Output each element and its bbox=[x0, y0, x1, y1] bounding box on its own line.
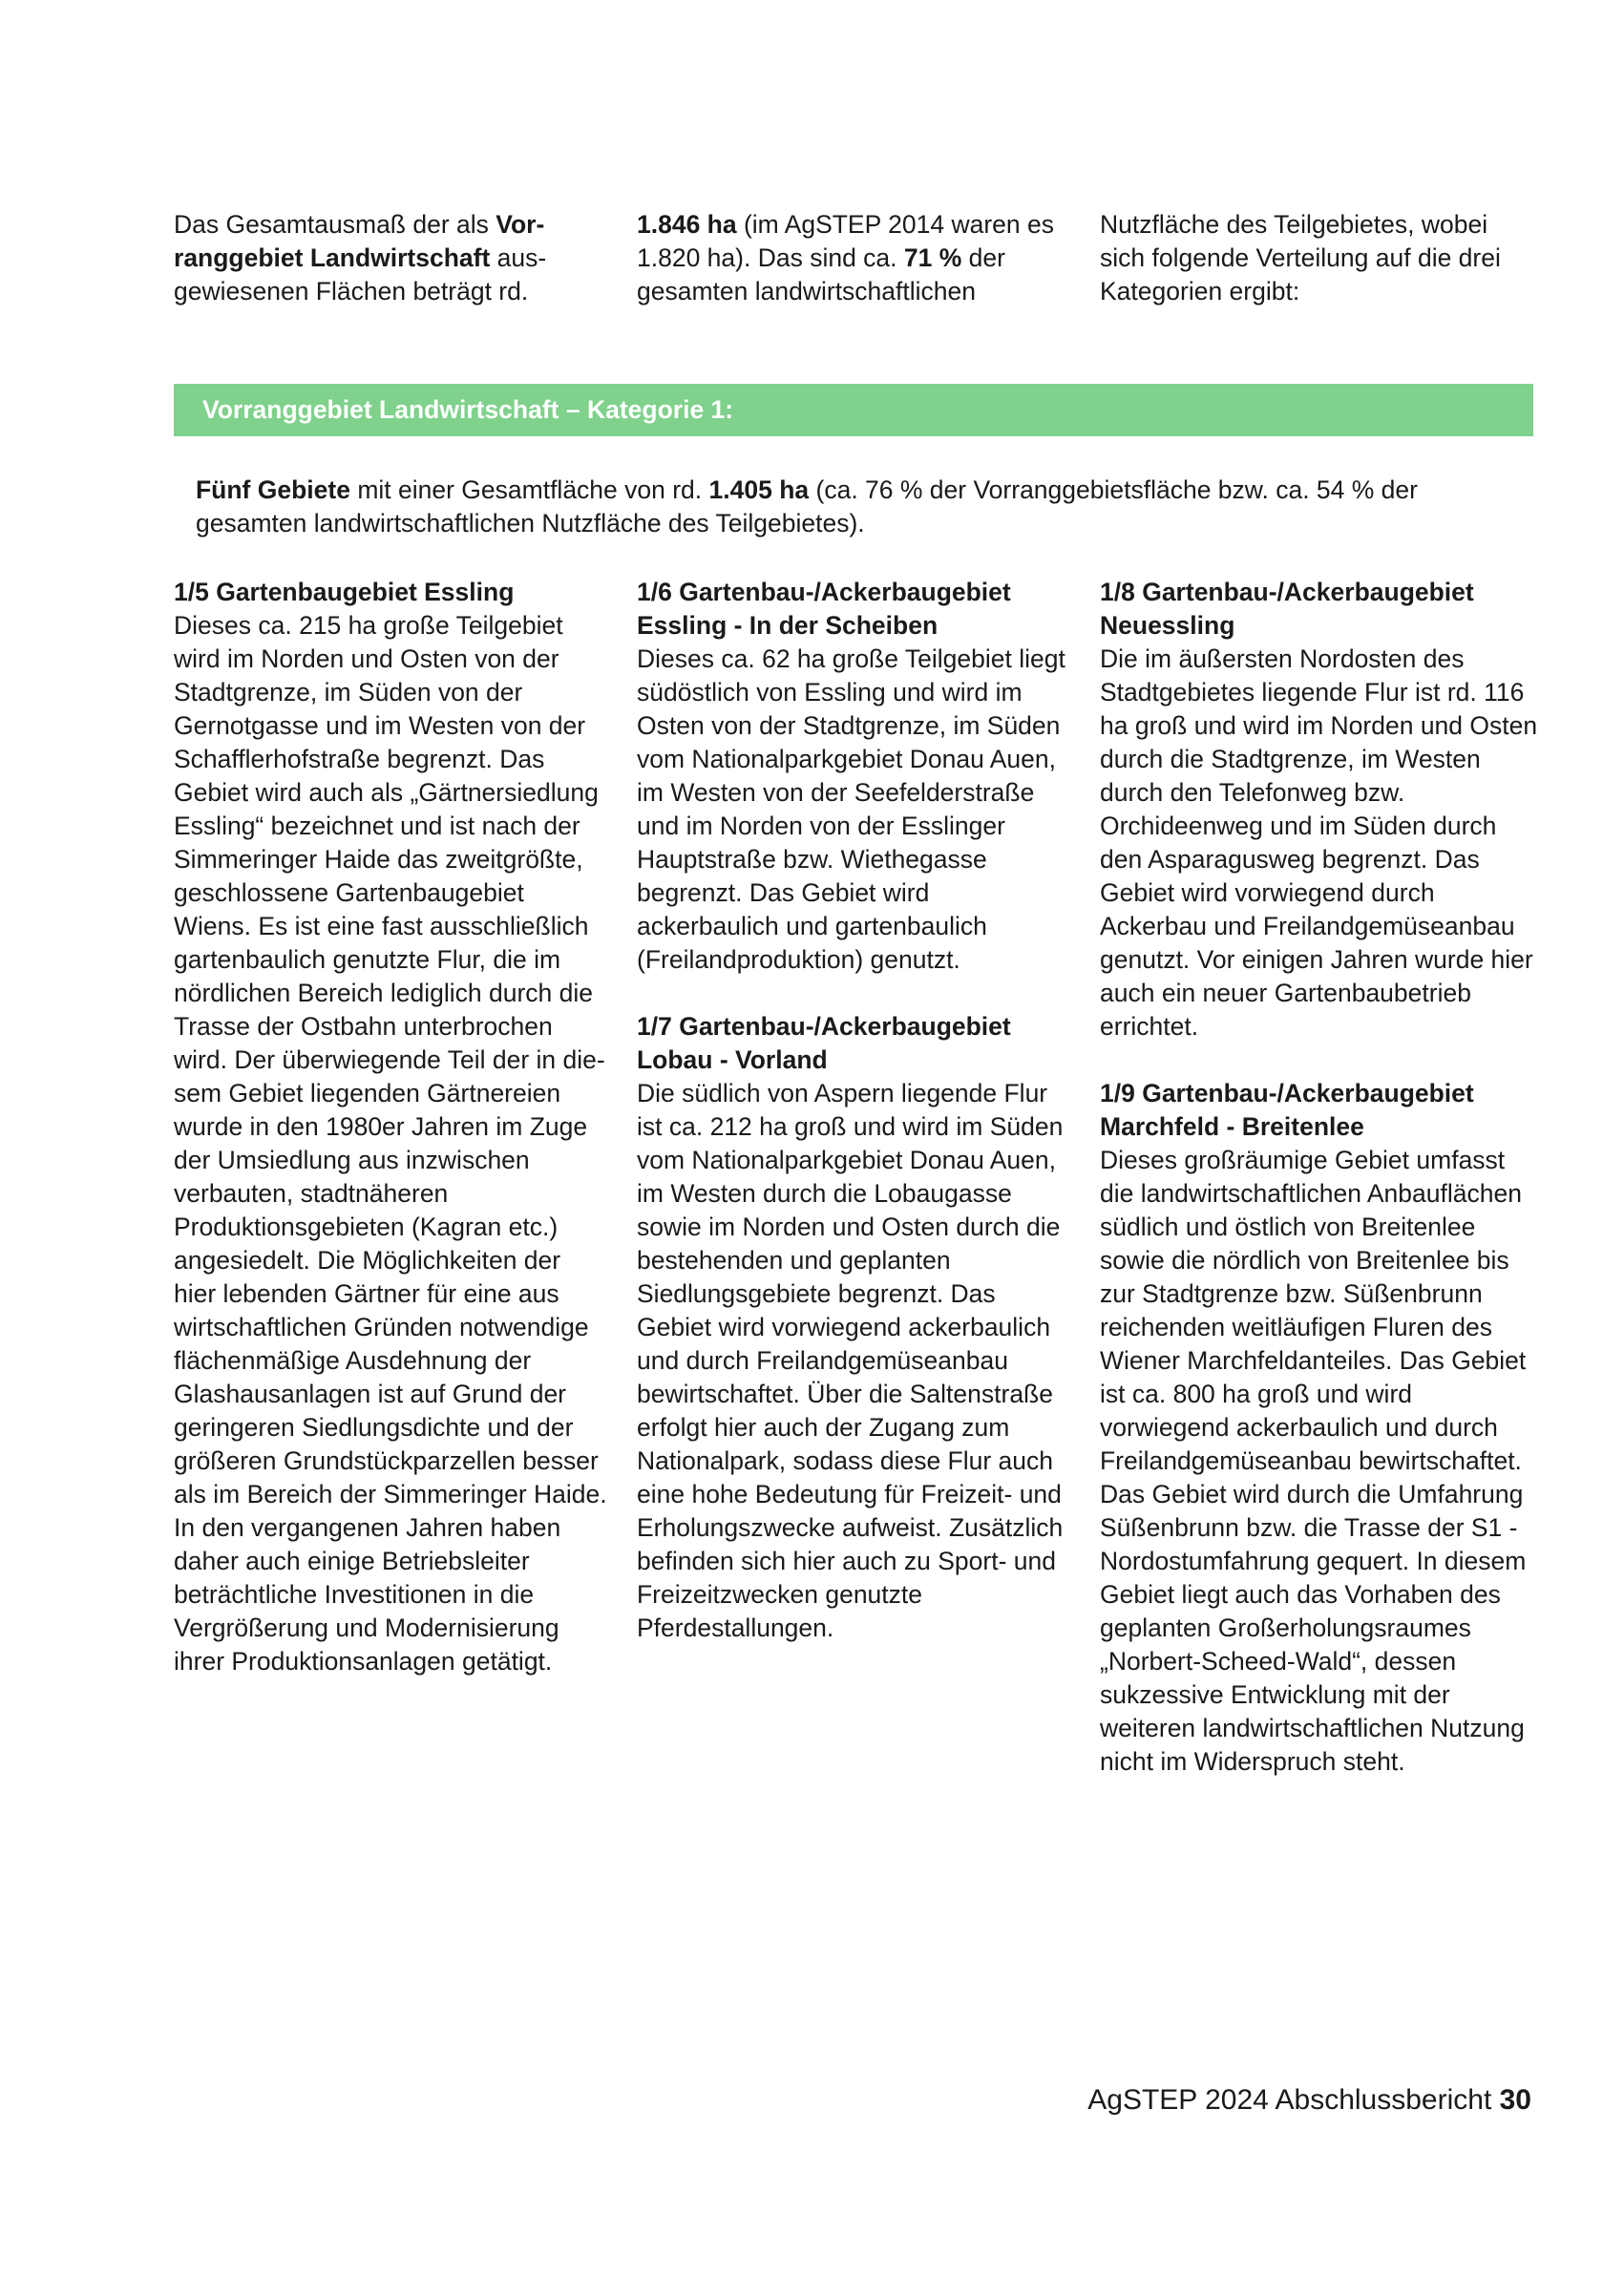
area-title: 1/9 Gartenbau-/Ackerbaugebiet Marchfeld - Breitenlee bbox=[1100, 1079, 1474, 1141]
footer-title: AgSTEP 2024 Abschlussbericht bbox=[1087, 2084, 1500, 2116]
area-title: 1/5 Gartenbaugebiet Essling bbox=[174, 578, 515, 606]
page-footer bbox=[1087, 2081, 1531, 2120]
intro-highlight-area: 1.846 ha bbox=[637, 210, 737, 239]
body-column-3 bbox=[1100, 576, 1539, 1812]
body-column-1 bbox=[174, 576, 608, 1712]
intro-column-1 bbox=[174, 208, 608, 308]
area-section bbox=[1100, 576, 1539, 1044]
area-description: Dieses ca. 62 ha große Teilgebiet liegt südöstlich von Essling und wird im Osten von der Stadtgrenze, im Süden vom Nationalparkgebiet Donau Auen, im Westen von der Seefelderstraße und im Norden von der Esslinger Hauptstraße bzw. Wiethegasse begrenzt. Das Gebiet wird ackerbaulich und gartenbaulich (Freilandproduktion) genutzt. bbox=[637, 644, 1065, 974]
area-section bbox=[1100, 1077, 1539, 1779]
area-description: Die im äußersten Nordosten des Stadtgebietes liegende Flur ist rd. 116 ha groß und wird im Norden und Osten durch die Stadtgrenze, im Westen durch den Telefonweg bzw. Orchideenweg und im Süden durch den Asparagusweg begrenzt. Das Gebiet wird vorwiegend durch Ackerbau und Freilandgemüseanbau genutzt. Vor einigen Jahren wurde hier auch ein neuer Gartenbaubetrieb errichtet. bbox=[1100, 644, 1538, 1041]
section-banner-title: Vorranggebiet Landwirtschaft – Kategorie 1: bbox=[202, 395, 734, 424]
intro-highlight-percent: 71 % bbox=[903, 243, 962, 272]
intro-column-2 bbox=[637, 208, 1071, 308]
area-description: Dieses großräumige Gebiet umfasst die landwirtschaftlichen Anbauflächen südlich und östlich von Breitenlee sowie die nördlich von Breitenlee bis zur Stadtgrenze bzw. Süßenbrunn reichenden weitläufigen Fluren des Wiener Marchfeldanteiles. Das Gebiet ist ca. 800 ha groß und wird vorwiegend ackerbaulich und durch Freilandgemüseanbau bewirtschaftet. Das Gebiet wird durch die Umfahrung Süßenbrunn bzw. die Trasse der S1 - Nordostumfahrung gequert. In diesem Gebiet liegt auch das Vorhaben des geplanten Großerholungsraumes „Norbert-Scheed-Wald“, dessen sukzessive Entwicklung mit der weiteren landwirtschaftlichen Nutzung nicht im Widerspruch steht. bbox=[1100, 1146, 1527, 1776]
intro-paragraph-part-3: Nutzfläche des Teilgebietes, wobei sich folgende Verteilung auf die drei Kategorien ergibt: bbox=[1100, 210, 1501, 306]
intro-paragraph-part-2: 1.846 ha (im AgSTEP 2014 waren es 1.820 ha). Das sind ca. 71 % der gesamten landwirtschaftlichen bbox=[637, 210, 1055, 306]
area-title: 1/6 Gartenbau-/Ackerbaugebiet Essling - In der Scheiben bbox=[637, 578, 1011, 640]
area-title: 1/7 Gartenbau-/Ackerbaugebiet Lobau - Vorland bbox=[637, 1012, 1011, 1074]
intro-highlight-vorranggebiet: Vorranggebiet Landwirtschaft bbox=[174, 210, 545, 272]
area-title: 1/8 Gartenbau-/Ackerbaugebiet Neuessling bbox=[1100, 578, 1474, 640]
area-section bbox=[637, 1010, 1071, 1645]
section-banner bbox=[174, 384, 1533, 436]
category-summary: Fünf Gebiete mit einer Gesamtfläche von rd. 1.405 ha (ca. 76 % der Vorranggebietsfläche bzw. ca. 54 % der gesamten landwirtschaftlichen Nutzfläche des Teilgebietes). bbox=[196, 475, 1418, 538]
area-description: Dieses ca. 215 ha große Teilgebiet wird im Norden und Osten von der Stadtgrenze, im Süden von der Gernotgasse und im Westen von der Schafflerhofstraße begrenzt. Das Gebiet wird auch als „Gärtnersiedlung Essling“ bezeichnet und ist nach der Simmeringer Haide das zweitgrößte, geschlossene Gartenbaugebiet Wiens. Es ist eine fast ausschließlich gartenbaulich genutzte Flur, die im nördlichen Bereich lediglich durch die Trasse der Ostbahn unterbrochen wird. Der überwiegende Teil der in diesem Gebiet liegenden Gärtnereien wurde in den 1980er Jahren im Zuge der Umsiedlung aus inzwischen verbauten, stadtnäheren Produktionsgebieten (Kagran etc.) angesiedelt. Die Möglichkeiten der hier lebenden Gärtner für eine aus wirtschaftlichen Gründen notwendige flächenmäßige Ausdehnung der Glashausanlagen ist auf Grund der geringeren Siedlungsdichte und der größeren Grundstückparzellen besser als im Bereich der Simmeringer Haide. In den vergangenen Jahren haben daher auch einige Betriebsleiter beträchtliche Investitionen in die Vergrößerung und Modernisierung ihrer Produktionsanlagen getätigt. bbox=[174, 611, 607, 1676]
intro-column-3 bbox=[1100, 208, 1539, 308]
area-section bbox=[174, 576, 608, 1678]
intro-paragraph-part-1: Das Gesamtausmaß der als Vorranggebiet Landwirtschaft ausgewiesenen Flächen beträgt rd. bbox=[174, 210, 547, 306]
page-number: 30 bbox=[1499, 2084, 1531, 2116]
body-column-2 bbox=[637, 576, 1071, 1678]
summary-highlight-area: 1.405 ha bbox=[708, 475, 810, 504]
area-description: Die südlich von Aspern liegende Flur ist ca. 212 ha groß und wird im Süden vom Nationalparkgebiet Donau Auen, im Westen durch die Lobaugasse sowie im Norden und Osten durch die bestehenden und geplanten Siedlungsgebiete begrenzt. Das Gebiet wird vorwiegend ackerbaulich und durch Freilandgemüseanbau bewirtschaftet. Über die Saltenstraße erfolgt hier auch der Zugang zum Nationalpark, sodass diese Flur auch eine hohe Bedeutung für Freizeit- und Erholungszwecke aufweist. Zusätzlich befinden sich hier auch zu Sport- und Freizeitzwecken genutzte Pferdestallungen. bbox=[637, 1079, 1064, 1642]
summary-highlight-count: Fünf Gebiete bbox=[196, 475, 350, 504]
area-section bbox=[637, 576, 1071, 977]
